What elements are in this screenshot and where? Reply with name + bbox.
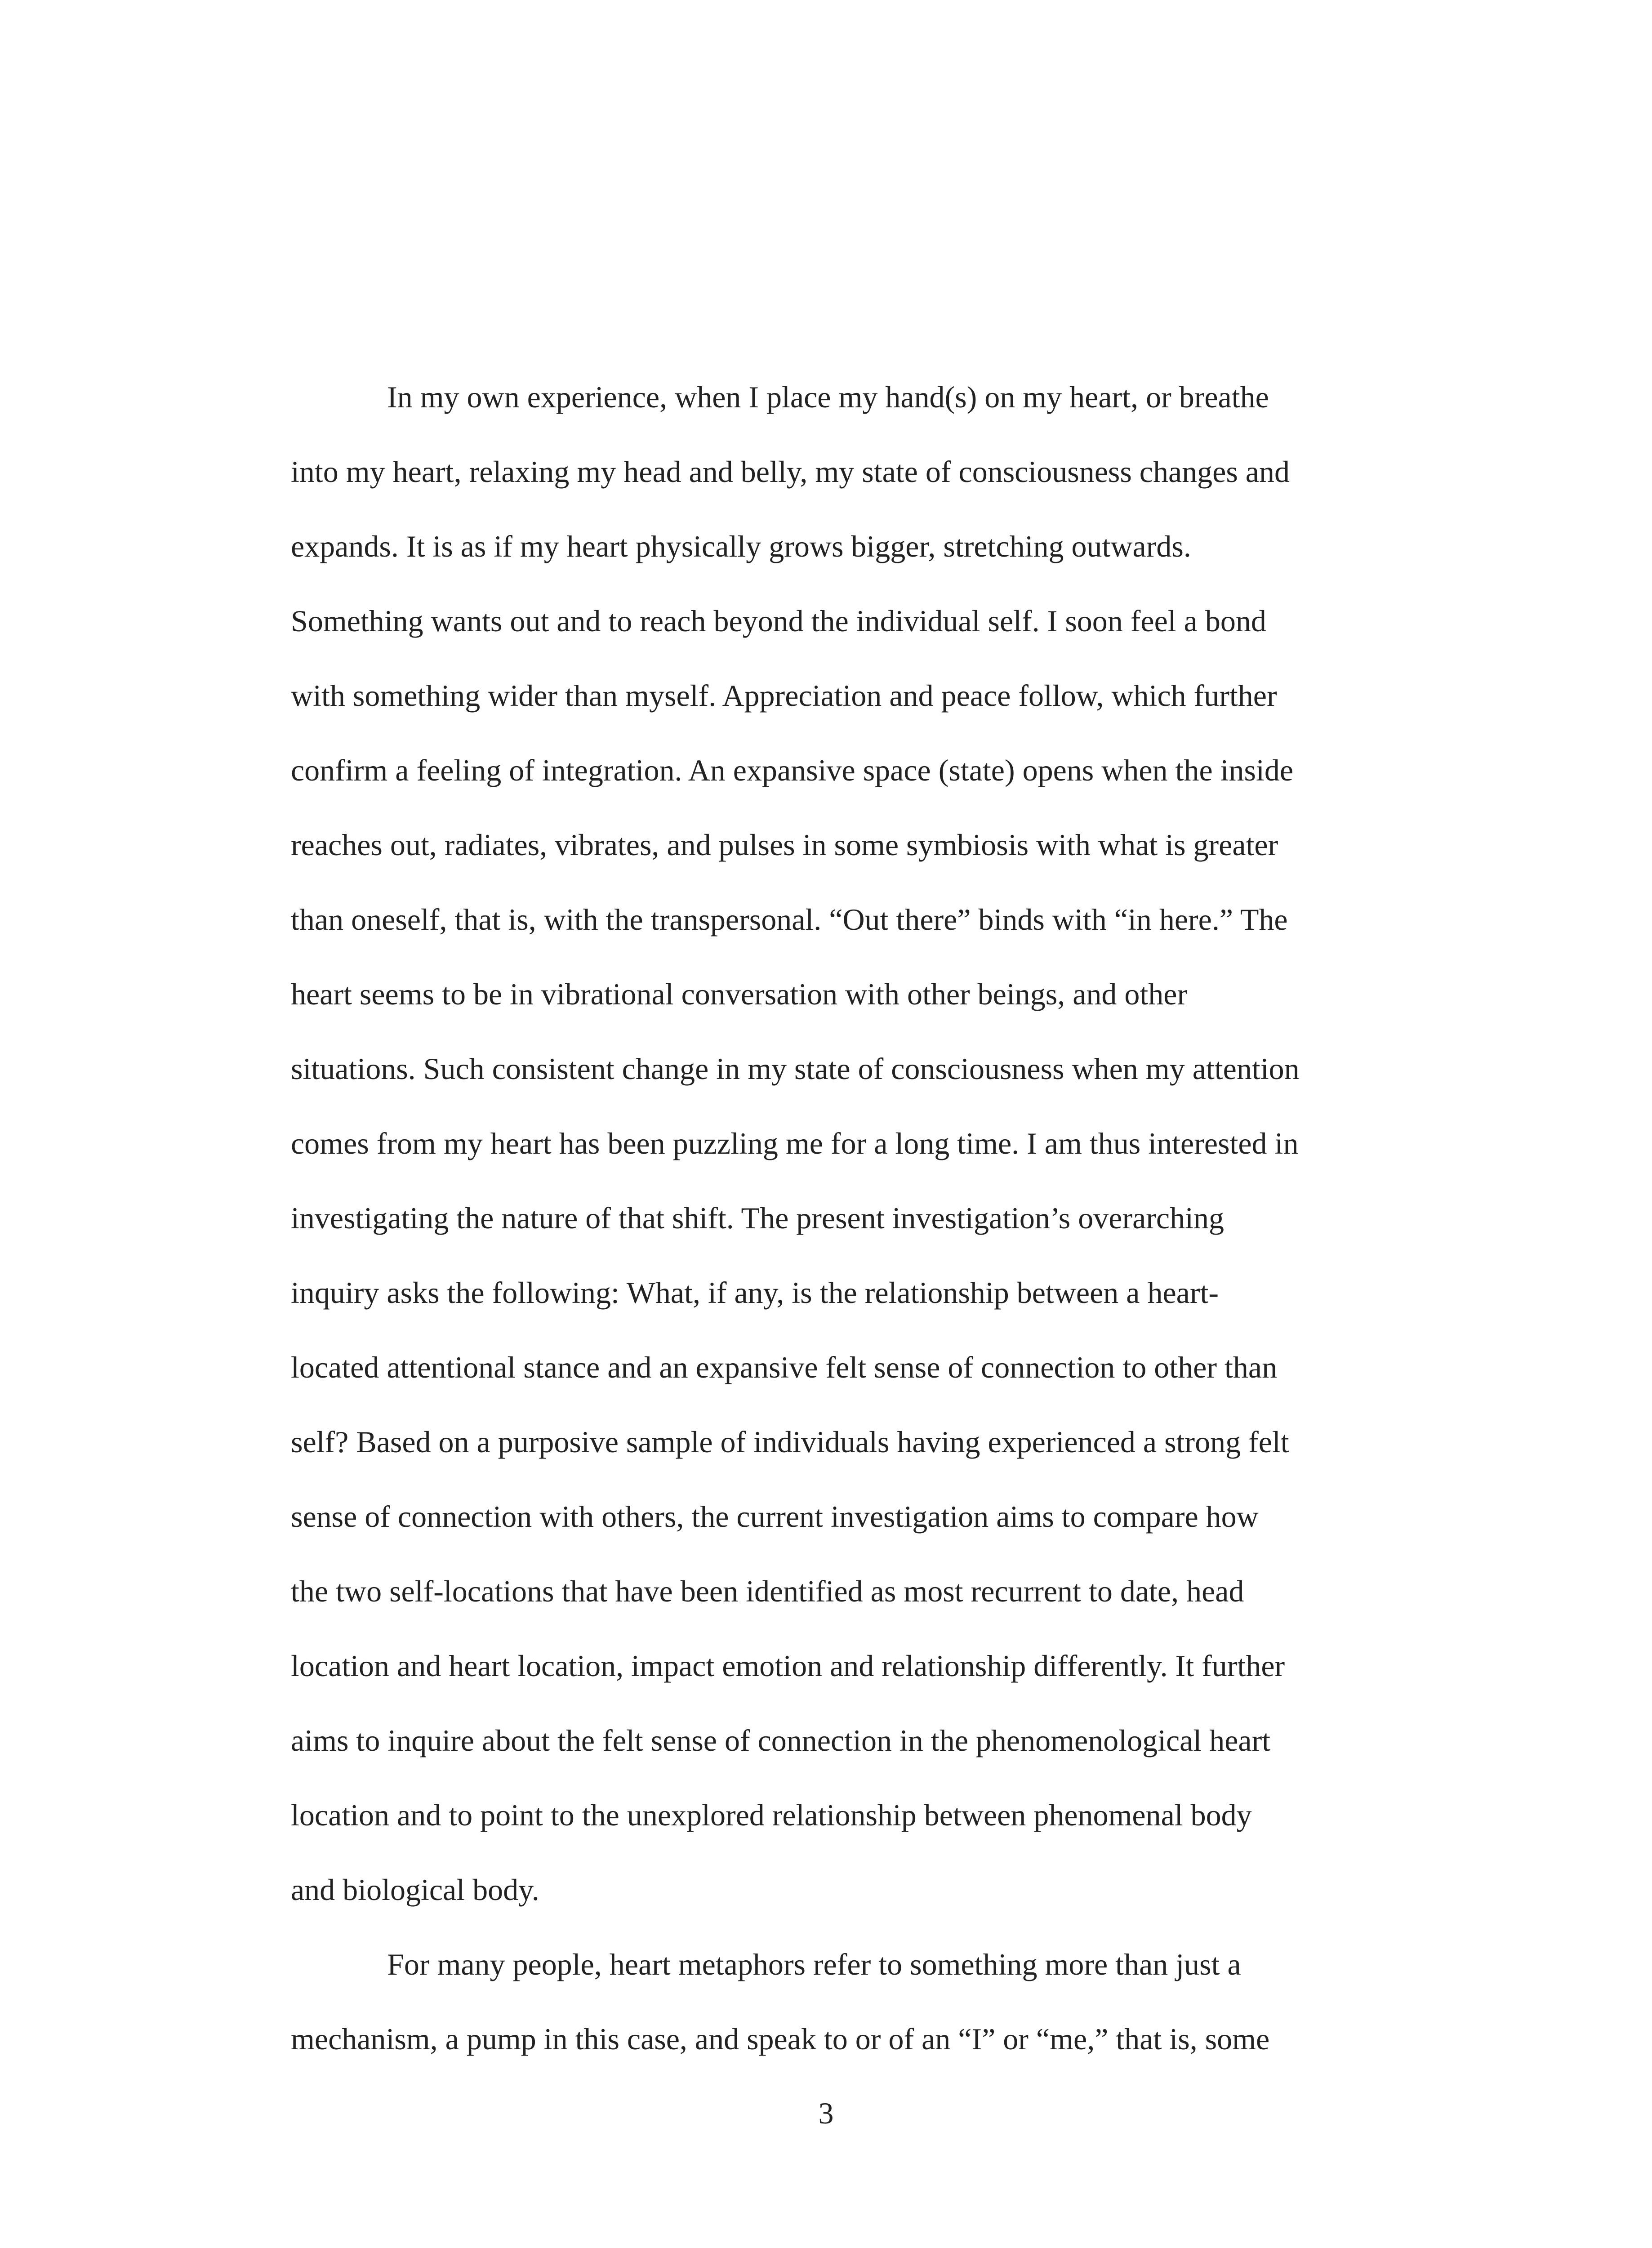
- paragraph-1: [291, 360, 1361, 1927]
- body-text: [291, 360, 1361, 2076]
- text-line: location and heart location, impact emotion and relationship differently. It further: [291, 1649, 1285, 1683]
- text-line: self? Based on a purposive sample of individuals having experienced a strong felt: [291, 1425, 1289, 1459]
- text-line: and biological body.: [291, 1873, 539, 1907]
- page-number: 3: [818, 2096, 834, 2130]
- paragraph-2: [291, 1927, 1361, 2076]
- text-line: location and to point to the unexplored relationship between phenomenal body: [291, 1798, 1252, 1832]
- text-line: located attentional stance and an expansive felt sense of connection to other than: [291, 1350, 1278, 1384]
- text-line: expands. It is as if my heart physically grows bigger, stretching outwards.: [291, 529, 1191, 563]
- text-line: the two self-locations that have been identified as most recurrent to date, head: [291, 1574, 1244, 1608]
- text-line: with something wider than myself. Appreciation and peace follow, which further: [291, 678, 1277, 713]
- text-line: than oneself, that is, with the transpersonal. “Out there” binds with “in here.” The: [291, 902, 1288, 937]
- text-line: into my heart, relaxing my head and belly, my state of consciousness changes and: [291, 455, 1290, 489]
- text-line: aims to inquire about the felt sense of connection in the phenomenological heart: [291, 1723, 1271, 1757]
- text-line: reaches out, radiates, vibrates, and pulses in some symbiosis with what is greater: [291, 828, 1278, 862]
- text-line: investigating the nature of that shift. The present investigation’s overarching: [291, 1201, 1224, 1235]
- text-line: confirm a feeling of integration. An expansive space (state) opens when the inside: [291, 753, 1294, 787]
- text-line: Something wants out and to reach beyond the individual self. I soon feel a bond: [291, 604, 1266, 638]
- text-line: sense of connection with others, the current investigation aims to compare how: [291, 1499, 1259, 1534]
- text-line: inquiry asks the following: What, if any, is the relationship between a heart-: [291, 1276, 1219, 1310]
- text-line: heart seems to be in vibrational conversation with other beings, and other: [291, 977, 1188, 1011]
- text-line: mechanism, a pump in this case, and speak to or of an “I” or “me,” that is, some: [291, 2022, 1270, 2056]
- text-line: comes from my heart has been puzzling me for a long time. I am thus interested in: [291, 1126, 1299, 1160]
- text-line: In my own experience, when I place my hand(s) on my heart, or breathe: [387, 380, 1269, 414]
- text-line: For many people, heart metaphors refer to something more than just a: [387, 1947, 1241, 1981]
- text-line: situations. Such consistent change in my state of consciousness when my attention: [291, 1052, 1300, 1086]
